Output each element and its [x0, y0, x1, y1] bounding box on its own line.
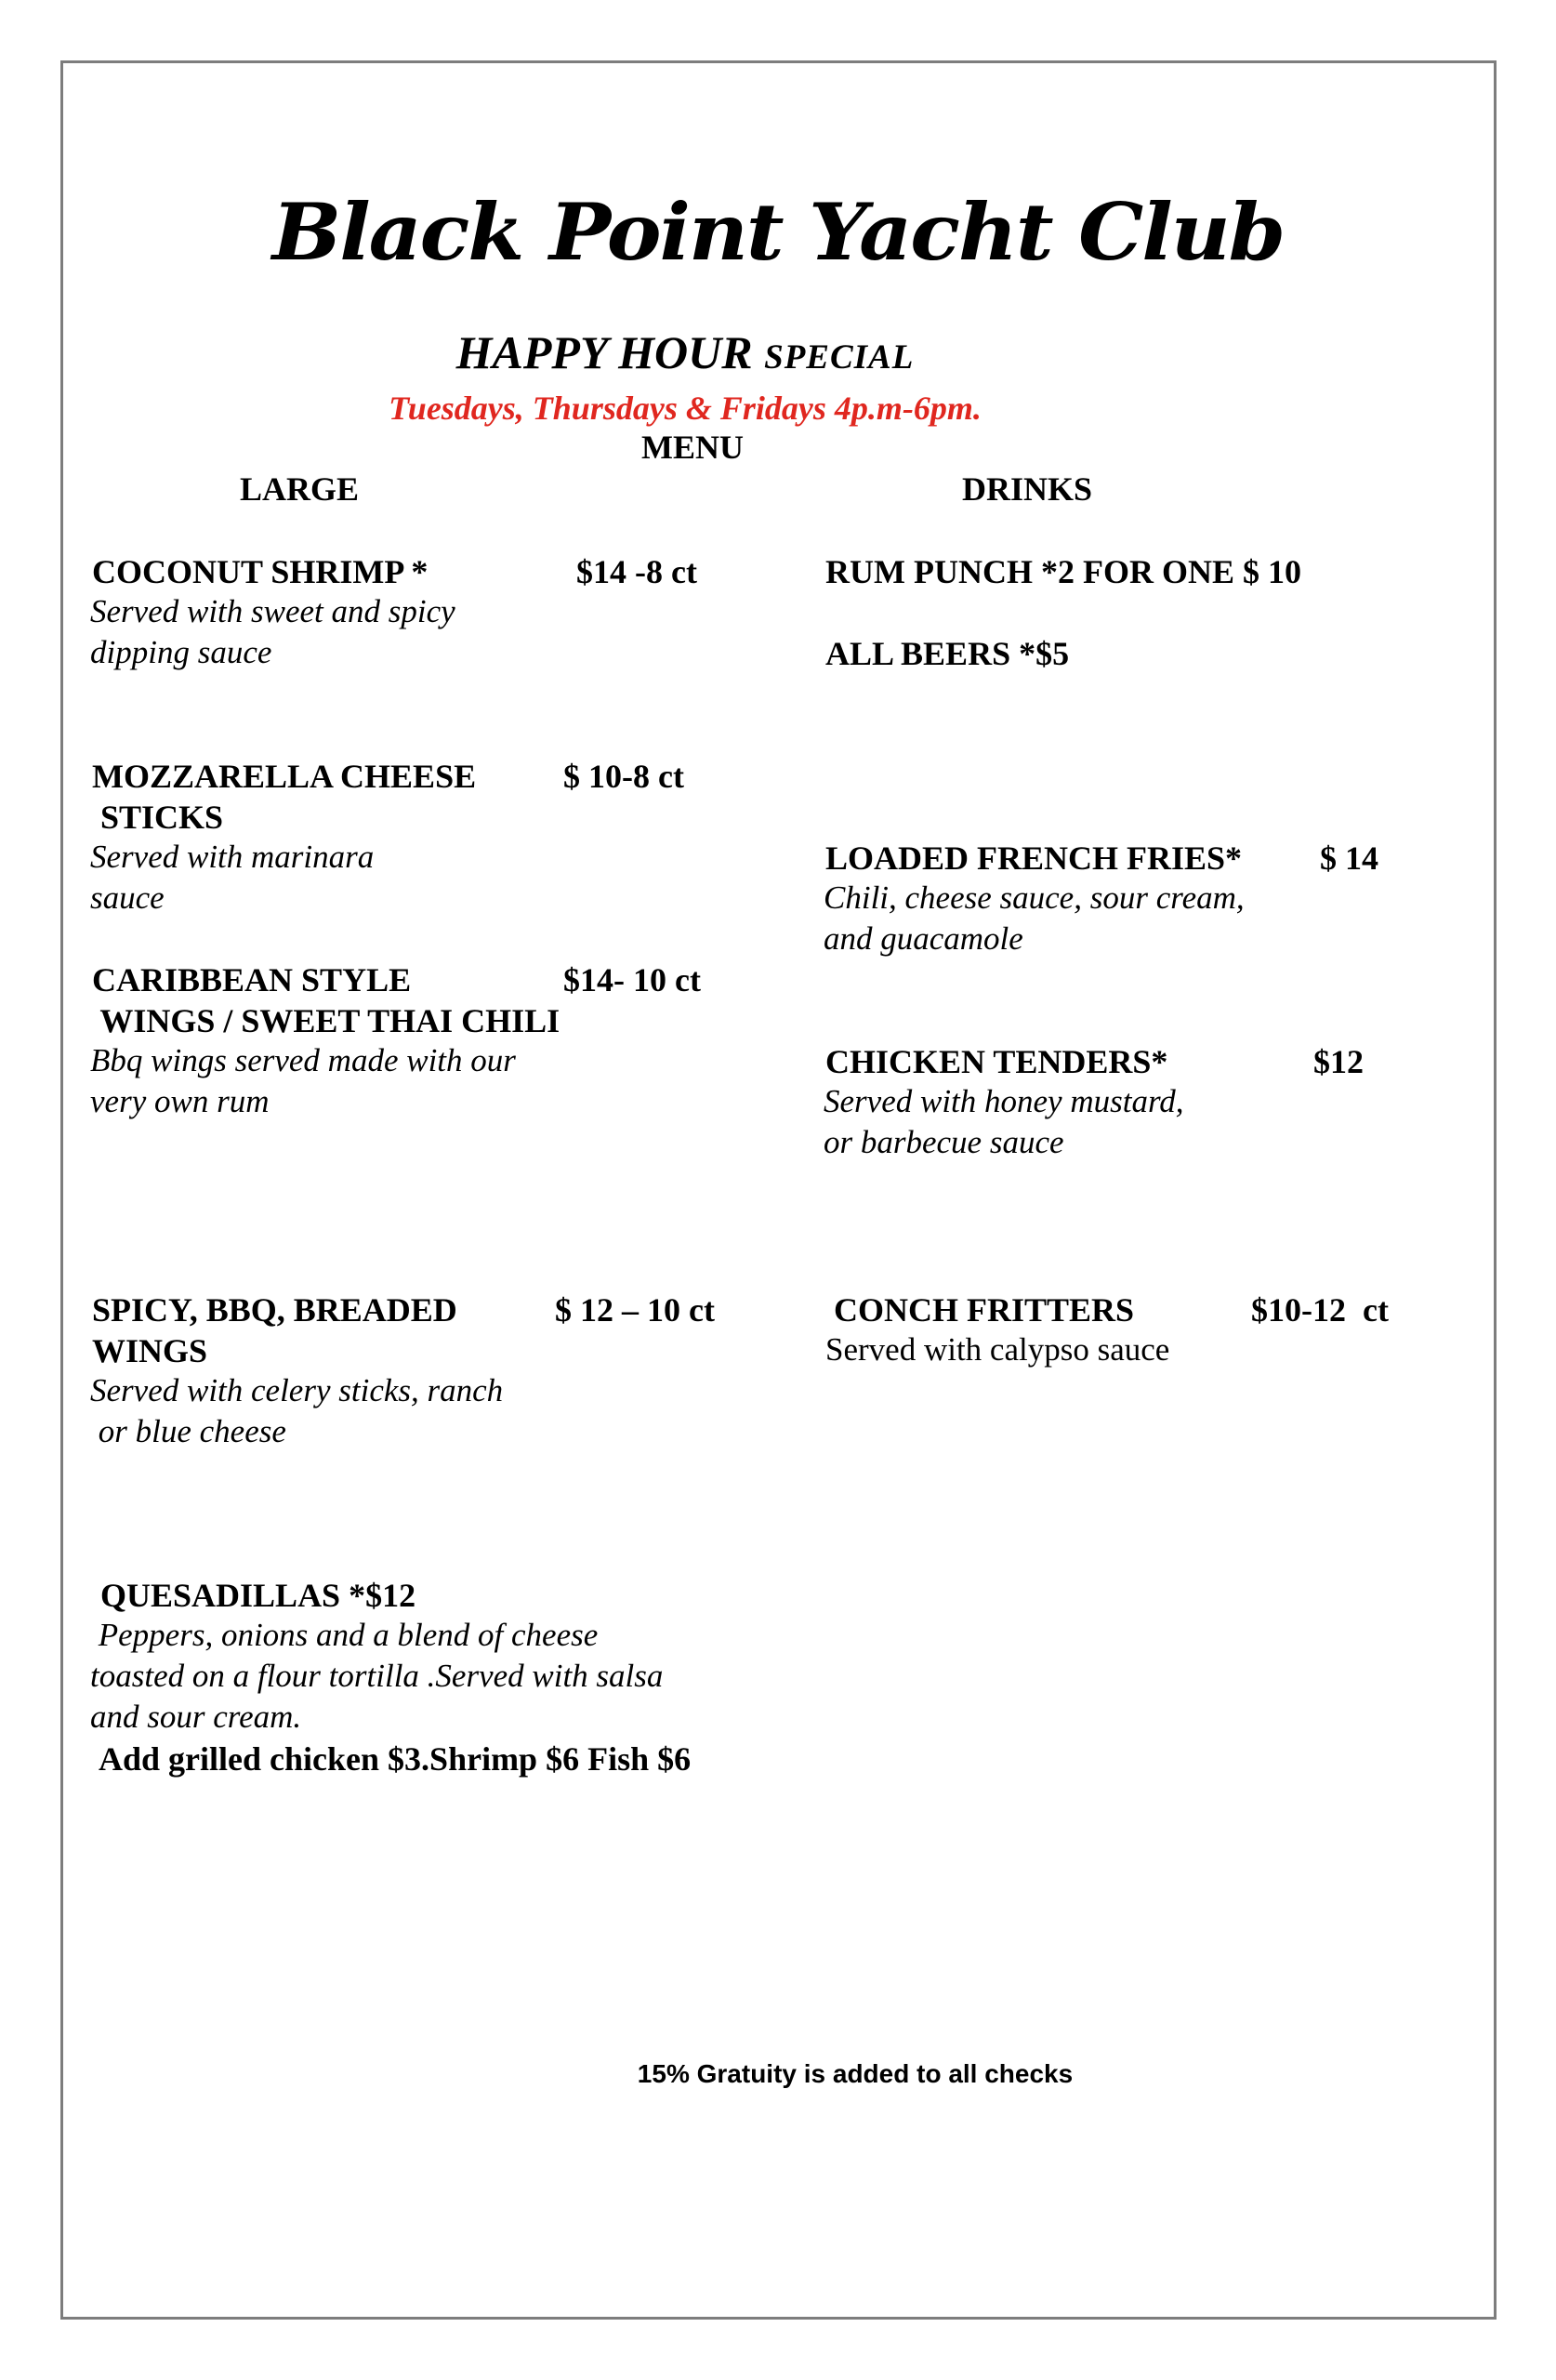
chicken-tenders-price: $12 — [1313, 1043, 1364, 1080]
caribbean-wings-desc-2: very own rum — [90, 1083, 270, 1119]
conch-fritters-name: CONCH FRITTERS — [825, 1291, 1135, 1329]
coconut-shrimp-name: COCONUT SHRIMP * — [92, 553, 429, 590]
mozzarella-name-1: MOZZARELLA CHEESE — [92, 758, 477, 795]
happy-hour-days: Tuesdays, Thursdays & Fridays 4p.m-6pm. — [389, 390, 982, 427]
coconut-shrimp-desc-1: Served with sweet and spicy — [90, 593, 455, 629]
large-heading: LARGE — [240, 470, 360, 508]
chicken-tenders-name: CHICKEN TENDERS* — [825, 1043, 1168, 1080]
french-fries-name: LOADED FRENCH FRIES* — [825, 840, 1243, 877]
conch-fritters-price: $10-12 ct — [1251, 1291, 1389, 1329]
drinks-heading: DRINKS — [962, 470, 1093, 508]
quesadillas-name: QUESADILLAS *$12 — [92, 1577, 416, 1614]
mozzarella-desc-2: sauce — [90, 879, 165, 916]
spicy-wings-price: $ 12 – 10 ct — [555, 1291, 715, 1329]
mozzarella-price: $ 10-8 ct — [563, 758, 684, 795]
french-fries-desc-2: and guacamole — [824, 920, 1023, 957]
caribbean-wings-name-2: WINGS / SWEET THAI CHILI — [92, 1002, 560, 1039]
caribbean-wings-desc-1: Bbq wings served made with our — [90, 1042, 516, 1078]
spicy-wings-name-1: SPICY, BBQ, BREADED — [92, 1291, 457, 1329]
caribbean-wings-price: $14- 10 ct — [563, 961, 701, 998]
quesadillas-desc-3: and sour cream. — [90, 1699, 302, 1735]
chicken-tenders-desc-1: Served with honey mustard, — [824, 1083, 1184, 1119]
quesadillas-desc-1: Peppers, onions and a blend of cheese — [90, 1617, 599, 1653]
conch-fritters-desc: Served with calypso sauce — [825, 1331, 1170, 1368]
all-beers: ALL BEERS *$5 — [825, 635, 1070, 672]
spicy-wings-desc-2: or blue cheese — [90, 1413, 286, 1449]
mozzarella-name-2: STICKS — [92, 799, 224, 836]
spicy-wings-name-2: WINGS — [92, 1332, 208, 1369]
french-fries-desc-1: Chili, cheese sauce, sour cream, — [824, 879, 1245, 916]
spicy-wings-desc-1: Served with celery sticks, ranch — [90, 1372, 504, 1408]
club-title: Black Point Yacht Club — [271, 186, 1285, 278]
coconut-shrimp-desc-2: dipping sauce — [90, 634, 272, 670]
quesadillas-desc-2: toasted on a flour tortilla .Served with salsa — [90, 1658, 664, 1694]
chicken-tenders-desc-2: or barbecue sauce — [824, 1124, 1064, 1160]
gratuity-note: 15% Gratuity is added to all checks — [637, 2059, 1074, 2088]
rum-punch: RUM PUNCH *2 FOR ONE $ 10 — [825, 553, 1301, 590]
happy-hour-heading — [0, 325, 1370, 379]
menu-label: MENU — [641, 429, 744, 466]
quesadillas-addon: Add grilled chicken $3.Shrimp $6 Fish $6 — [92, 1740, 692, 1778]
happy-hour-label: HAPPY HOUR — [455, 326, 753, 378]
french-fries-price: $ 14 — [1320, 840, 1378, 877]
mozzarella-desc-1: Served with marinara — [90, 839, 375, 875]
coconut-shrimp-price: $14 -8 ct — [576, 553, 697, 590]
special-label: SPECIAL — [764, 338, 915, 377]
caribbean-wings-name-1: CARIBBEAN STYLE — [92, 961, 412, 998]
